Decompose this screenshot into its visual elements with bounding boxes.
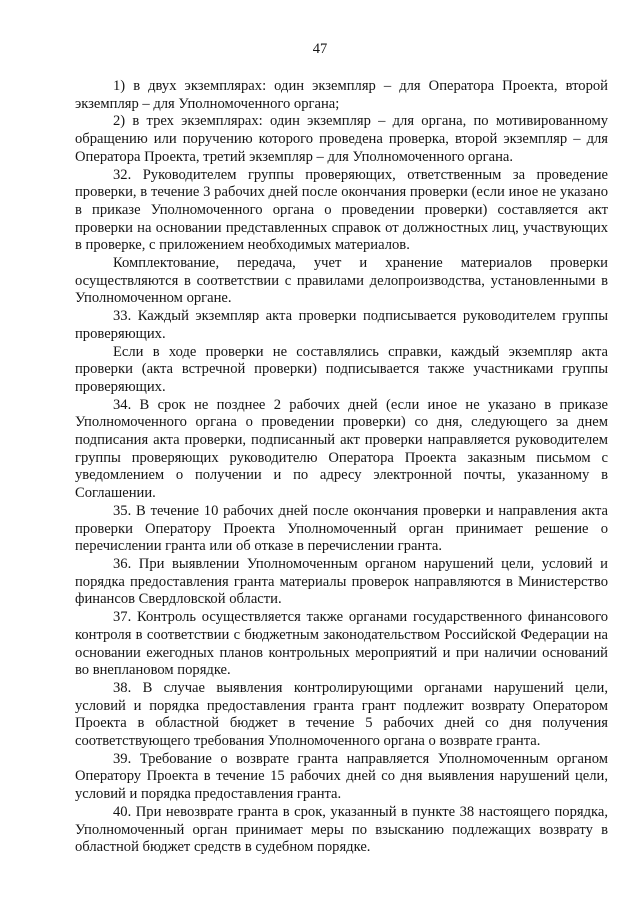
paragraph-clause-33: 33. Каждый экземпляр акта проверки подписывается руководителем группы проверяющих. xyxy=(75,308,608,342)
paragraph-clause-33-signing: Если в ходе проверки не составлялись справки, каждый экземпляр акта проверки (акта встречной проверки) подписывается также участниками группы проверяющих. xyxy=(75,343,608,395)
paragraph-clause-39: 39. Требование о возврате гранта направляется Уполномоченным органом Оператору Проекта в течение 15 рабочих дней со дня выявления нарушений цели, условий и порядка предоставления гранта. xyxy=(75,750,608,803)
paragraph-clause-34: 34. В срок не позднее 2 рабочих дней (если иное не указано в приказе Уполномоченного органа о проведении проверки) со дня, следующего за днем подписания акта проверки, подписанный акт проверки направляется руководителем группы проверяющих руководителю Оператора Проекта заказным письмом с уведомлением о получении и по адресу электронной почты, указанному в Соглашении. xyxy=(75,396,608,502)
paragraph-item-1-two-copies: 1) в двух экземплярах: один экземпляр – для Оператора Проекта, второй экземпляр – для Уполномоченного органа; xyxy=(75,78,608,112)
paragraph-clause-37: 37. Контроль осуществляется также органами государственного финансового контроля в соответствии с бюджетным законодательством Российской Федерации на основании ежегодных планов контрольных мероприятий и при наличии оснований во внеплановом порядке. xyxy=(75,609,608,679)
document-body xyxy=(75,78,608,857)
paragraph-clause-32-materials: Комплектование, передача, учет и хранение материалов проверки осуществляются в соответствии с правилами делопроизводства, установленными в Уполномоченном органе. xyxy=(75,255,608,307)
paragraph-clause-32: 32. Руководителем группы проверяющих, ответственным за проведение проверки, в течение 3 рабочих дней после окончания проверки (если иное не указано в приказе Уполномоченного органа о проведении проверки) составляется акт проверки на основании представленных справок от должностных лиц, участвующих в проверке, с приложением необходимых материалов. xyxy=(75,166,608,254)
paragraph-item-2-three-copies: 2) в трех экземплярах: один экземпляр – для органа, по мотивированному обращению или поручению которого проведена проверка, второй экземпляр – для Оператора Проекта, третий экземпляр – для Уполномоченного органа. xyxy=(75,113,608,165)
paragraph-clause-38: 38. В случае выявления контролирующими органами нарушений цели, условий и порядка предоставления гранта грант подлежит возврату Оператором Проекта в областной бюджет в течение 5 рабочих дней со дня получения соответствующего требования Уполномоченного органа о возврате гранта. xyxy=(75,679,608,750)
paragraph-clause-36: 36. При выявлении Уполномоченным органом нарушений цели, условий и порядка предоставления гранта материалы проверок направляются в Министерство финансов Свердловской области. xyxy=(75,555,608,608)
page-number: 47 xyxy=(312,41,328,57)
paragraph-clause-40: 40. При невозврате гранта в срок, указанный в пункте 38 настоящего порядка, Уполномоченный орган принимает меры по взысканию подлежащих возврату в областной бюджет средств в судебном порядке. xyxy=(75,803,608,856)
paragraph-clause-35: 35. В течение 10 рабочих дней после окончания проверки и направления акта проверки Оператору Проекта Уполномоченный орган принимает решение о перечислении гранта или об отказе в перечислении гранта. xyxy=(75,502,608,555)
